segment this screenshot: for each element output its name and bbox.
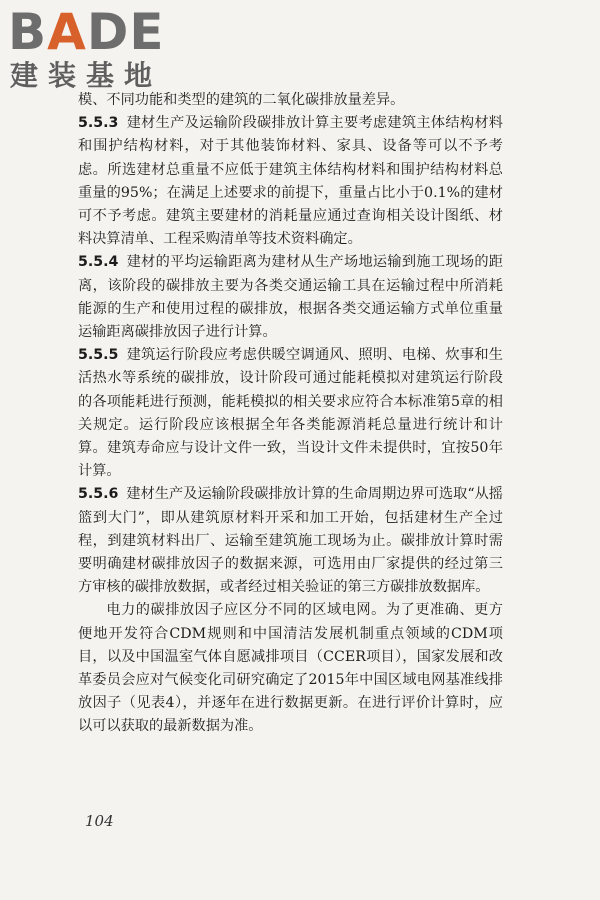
clause-text: 建筑运行阶段应考虑供暖空调通风、照明、电梯、炊事和生活热水等系统的碳排放，设计阶段可通过能耗模拟对建筑运行阶段的各项能耗进行预测，能耗模拟的相关要求应符合本标准第5章的相关规定。运行阶段应该根据全年各类能源消耗总量进行统计和计算。建筑寿命应与设计文件一致，当设计文件未提供时，宜按50年计算。 xyxy=(78,347,503,480)
document-body xyxy=(78,89,503,739)
clause-number: 5.5.3 xyxy=(78,115,119,132)
clause-5-5-3 xyxy=(78,112,503,251)
logo-letter-a-accent: A xyxy=(47,3,87,61)
clause-text: 建材生产及运输阶段碳排放计算主要考虑建筑主体结构材料和围护结构材料，对于其他装饰材料、家具、设备等可以不予考虑。所选建材总重量不应低于建筑主体结构材料和围护结构材料总重量的95%；在满足上述要求的前提下，重量占比小于0.1%的建材可不予考虑。建筑主要建材的消耗量应通过查询相关设计图纸、材料决算清单、工程采购清单等技术资料确定。 xyxy=(78,115,503,248)
clause-number: 5.5.4 xyxy=(78,254,119,271)
logo-subtitle: 建装基地 xyxy=(10,59,163,92)
page-number: 104 xyxy=(85,812,114,830)
clause-text: 建材生产及运输阶段碳排放计算的生命周期边界可选取“从摇篮到大门”，即从建筑原材料开采和加工开始，包括建材生产全过程，到建筑材料出厂、运输至建筑施工现场为止。碳排放计算时需要明确建材碳排放因子的数据来源，可选用由厂家提供的经过第三方审核的碳排放数据，或者经过相关验证的第三方碳排放数据库。 xyxy=(78,486,503,596)
clause-number: 5.5.5 xyxy=(78,347,119,364)
clause-text: 建材的平均运输距离为建材从生产场地运输到施工现场的距离，该阶段的碳排放主要为各类交通运输工具在运输过程中所消耗能源的生产和使用过程的碳排放，根据各类交通运输方式单位重量运输距离碳排放因子进行计算。 xyxy=(78,254,503,341)
bade-logo xyxy=(8,4,178,94)
closing-paragraph: 电力的碳排放因子应区分不同的区域电网。为了更准确、更方便地开发符合CDM规则和中国清洁发展机制重点领域的CDM项目，以及中国温室气体自愿减排项目（CCER项目），国家发展和改革委员会应对气候变化司研究确定了2015年中国区域电网基准线排放因子（见表4），并逐年在进行数据更新。在进行评价计算时，应以可以获取的最新数据为准。 xyxy=(78,602,503,735)
intro-line: 模、不同功能和类型的建筑的二氧化碳排放量差异。 xyxy=(78,92,405,108)
logo-letter-b: B xyxy=(8,3,48,61)
logo-wordmark xyxy=(8,4,165,60)
clause-number: 5.5.6 xyxy=(78,486,119,503)
clause-5-5-5 xyxy=(78,344,503,483)
logo-letters-de: DE xyxy=(86,3,165,61)
clause-5-5-6 xyxy=(78,483,503,599)
clause-5-5-4 xyxy=(78,251,503,344)
